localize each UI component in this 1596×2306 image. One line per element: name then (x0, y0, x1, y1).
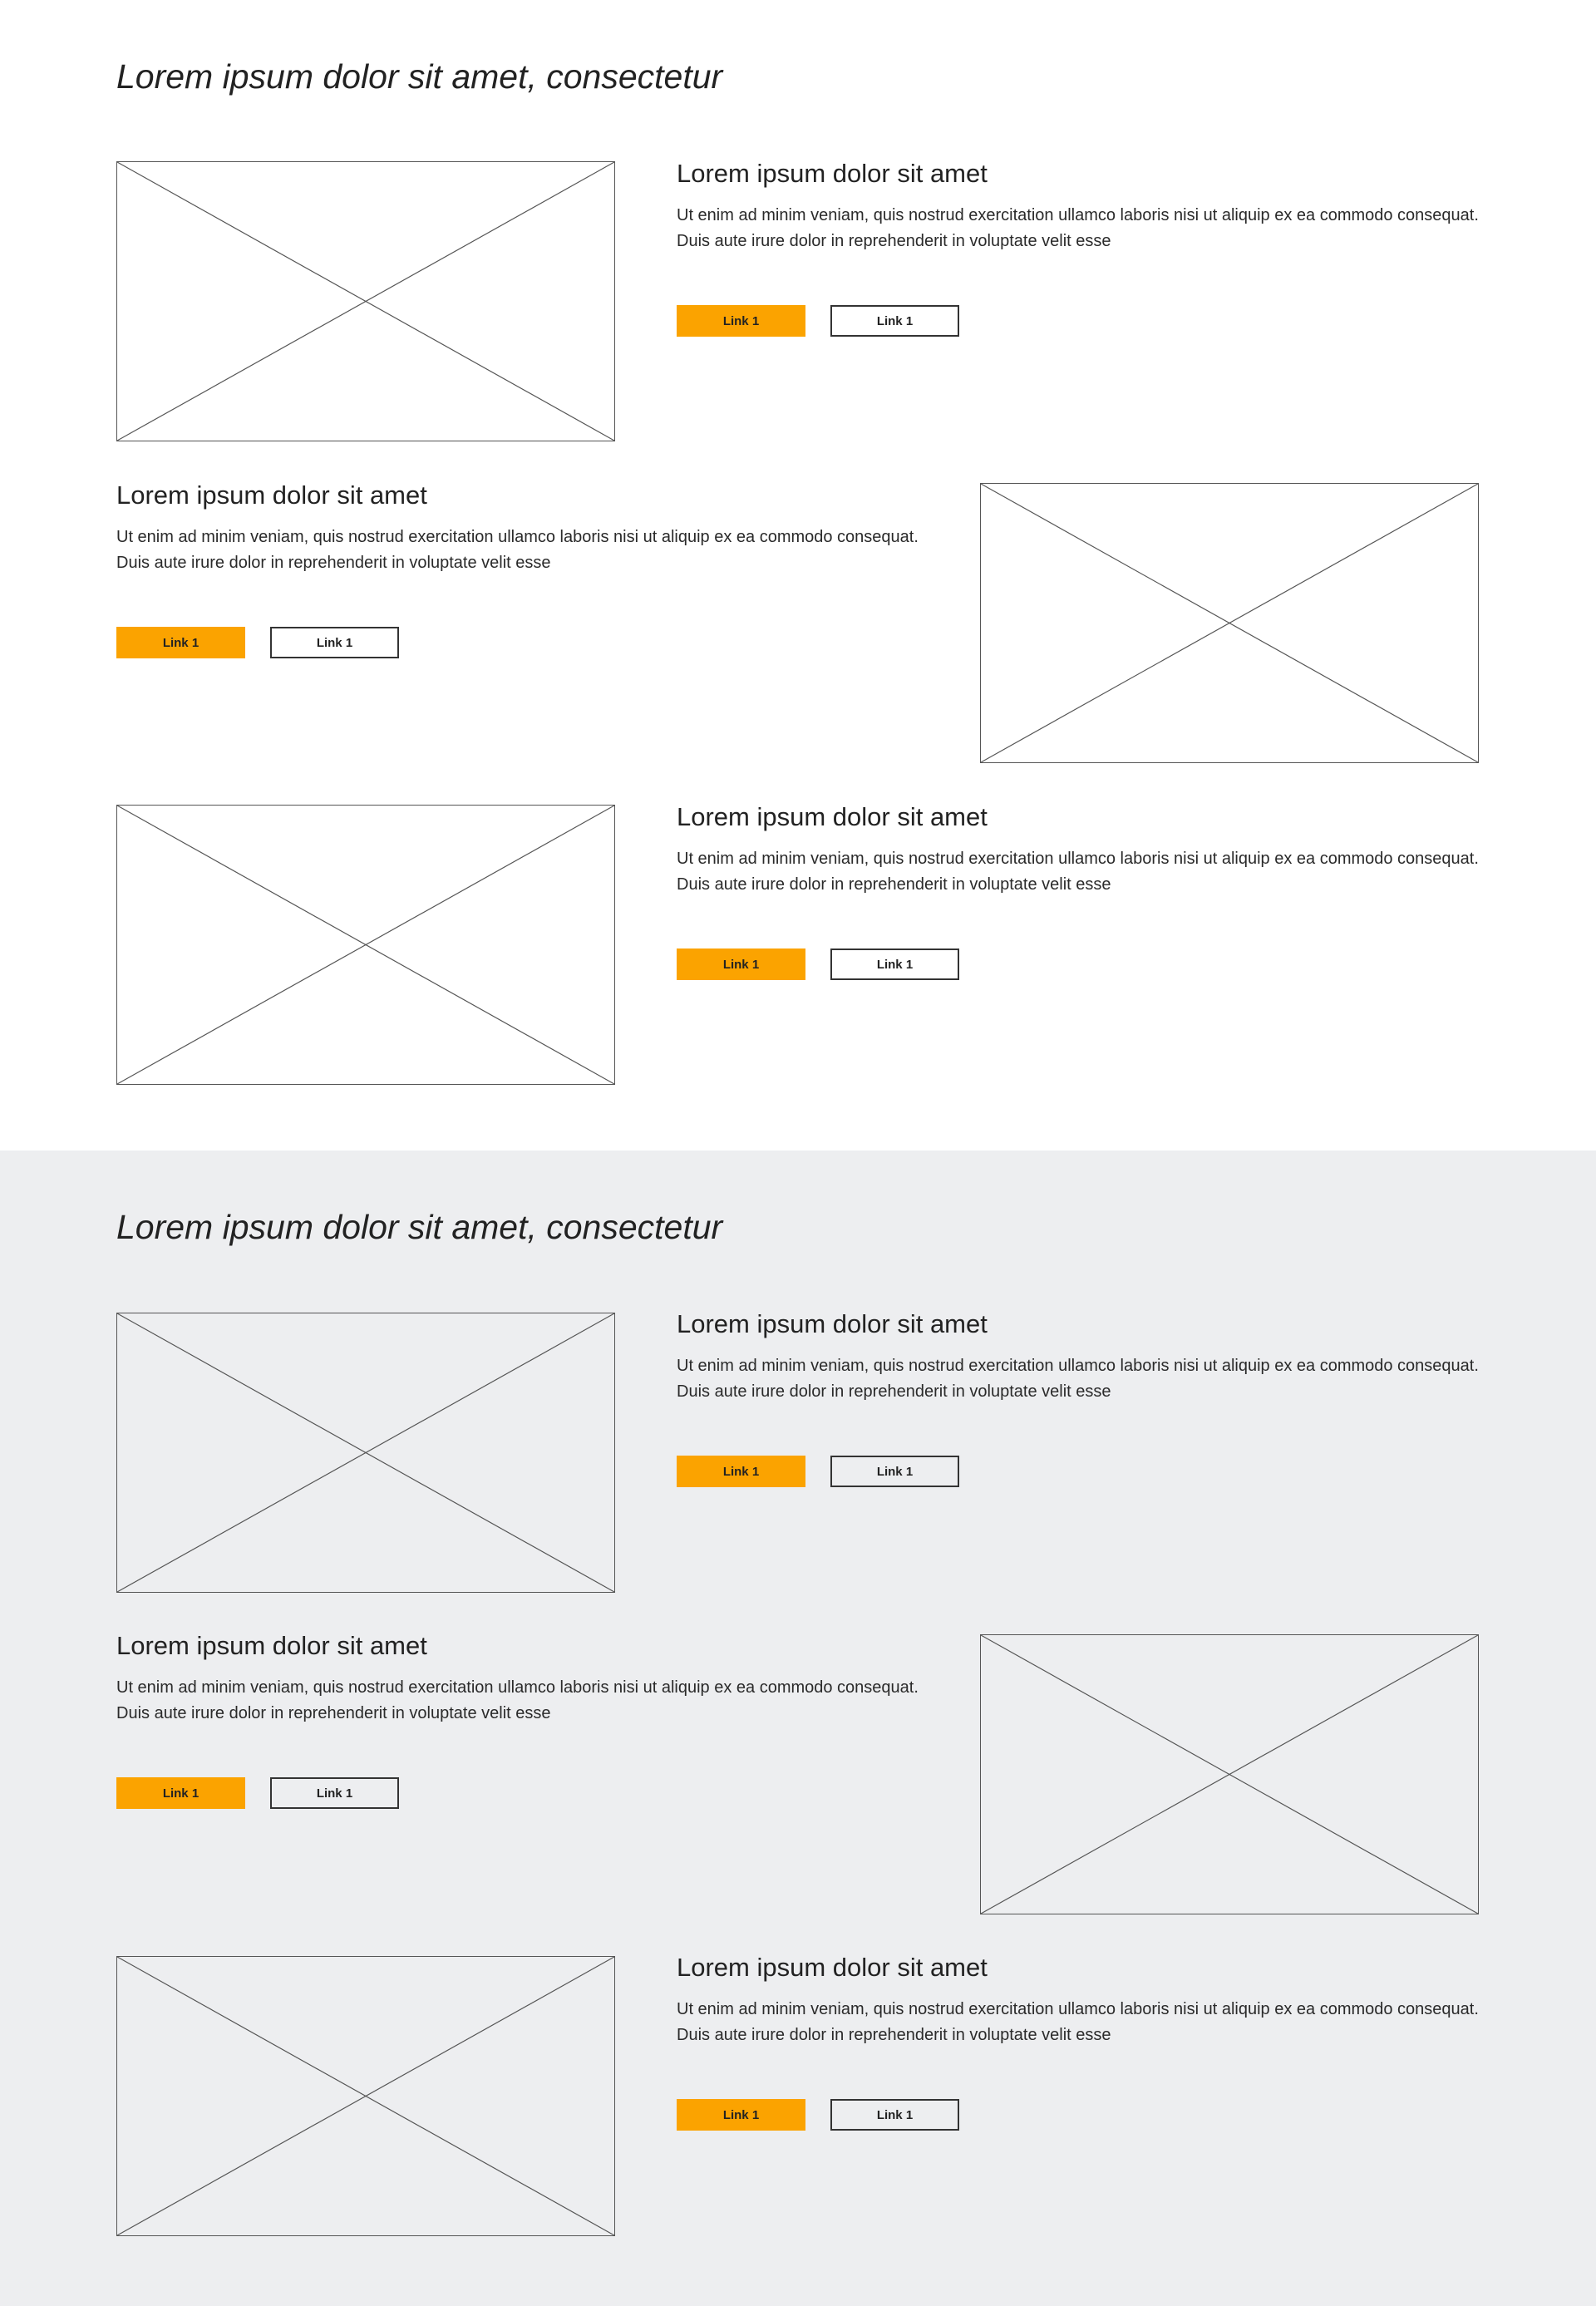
secondary-link-button[interactable]: Link 1 (830, 2099, 959, 2131)
feature-description (677, 1997, 1525, 2048)
feature-heading: Lorem ipsum dolor sit amet (116, 480, 427, 510)
primary-link-button[interactable]: Link 1 (677, 305, 805, 337)
feature-description-line: Ut enim ad minim veniam, quis nostrud exercitation ullamco laboris nisi ut aliquip ex ea commodo consequat. (677, 2000, 1479, 2018)
feature-row (677, 802, 1525, 972)
feature-row (677, 1309, 1525, 1479)
secondary-link-button[interactable]: Link 1 (830, 949, 959, 980)
secondary-link-button[interactable]: Link 1 (830, 305, 959, 337)
image-placeholder-icon (116, 805, 615, 1085)
feature-description (677, 846, 1525, 898)
feature-row (677, 1953, 1525, 2122)
feature-description-line: Ut enim ad minim veniam, quis nostrud exercitation ullamco laboris nisi ut aliquip ex ea commodo consequat. (116, 1678, 919, 1697)
section-title: Lorem ipsum dolor sit amet, consectetur (116, 1208, 723, 1246)
primary-link-button[interactable]: Link 1 (677, 1456, 805, 1487)
feature-description-line: Duis aute irure dolor in reprehenderit in voluptate velit esse (677, 232, 1111, 250)
feature-description-line: Duis aute irure dolor in reprehenderit in voluptate velit esse (677, 875, 1111, 894)
button-group (677, 949, 976, 980)
feature-row (116, 480, 964, 650)
button-group (116, 627, 416, 658)
feature-description-line: Ut enim ad minim veniam, quis nostrud exercitation ullamco laboris nisi ut aliquip ex ea commodo consequat. (677, 1357, 1479, 1375)
primary-link-button[interactable]: Link 1 (116, 1777, 245, 1809)
feature-row (116, 1631, 964, 1801)
feature-heading: Lorem ipsum dolor sit amet (116, 1631, 427, 1660)
section-title: Lorem ipsum dolor sit amet, consectetur (116, 57, 723, 96)
image-placeholder-icon (980, 483, 1479, 763)
feature-heading: Lorem ipsum dolor sit amet (677, 159, 988, 188)
secondary-link-button[interactable]: Link 1 (270, 627, 399, 658)
feature-description (116, 1675, 964, 1727)
feature-row (677, 159, 1525, 328)
feature-description-line: Duis aute irure dolor in reprehenderit in voluptate velit esse (116, 554, 551, 572)
image-placeholder-icon (980, 1634, 1479, 1914)
image-placeholder-icon (116, 1956, 615, 2236)
button-group (677, 1456, 976, 1487)
button-group (677, 305, 976, 337)
feature-heading: Lorem ipsum dolor sit amet (677, 1953, 988, 1982)
feature-description (677, 1353, 1525, 1405)
feature-description (116, 525, 964, 576)
feature-description-line: Duis aute irure dolor in reprehenderit in voluptate velit esse (116, 1704, 551, 1722)
feature-description-line: Ut enim ad minim veniam, quis nostrud exercitation ullamco laboris nisi ut aliquip ex ea commodo consequat. (677, 206, 1479, 224)
content-section-2 (0, 1151, 1596, 2306)
feature-description-line: Ut enim ad minim veniam, quis nostrud exercitation ullamco laboris nisi ut aliquip ex ea commodo consequat. (677, 850, 1479, 868)
primary-link-button[interactable]: Link 1 (116, 627, 245, 658)
button-group (116, 1777, 416, 1809)
feature-heading: Lorem ipsum dolor sit amet (677, 1309, 988, 1338)
feature-heading: Lorem ipsum dolor sit amet (677, 802, 988, 831)
image-placeholder-icon (116, 161, 615, 441)
content-section-1 (0, 0, 1596, 1151)
button-group (677, 2099, 976, 2131)
primary-link-button[interactable]: Link 1 (677, 2099, 805, 2131)
feature-description-line: Duis aute irure dolor in reprehenderit in voluptate velit esse (677, 2026, 1111, 2044)
feature-description-line: Duis aute irure dolor in reprehenderit in voluptate velit esse (677, 1382, 1111, 1401)
primary-link-button[interactable]: Link 1 (677, 949, 805, 980)
secondary-link-button[interactable]: Link 1 (270, 1777, 399, 1809)
feature-description-line: Ut enim ad minim veniam, quis nostrud exercitation ullamco laboris nisi ut aliquip ex ea commodo consequat. (116, 528, 919, 546)
secondary-link-button[interactable]: Link 1 (830, 1456, 959, 1487)
feature-description (677, 203, 1525, 254)
image-placeholder-icon (116, 1313, 615, 1593)
